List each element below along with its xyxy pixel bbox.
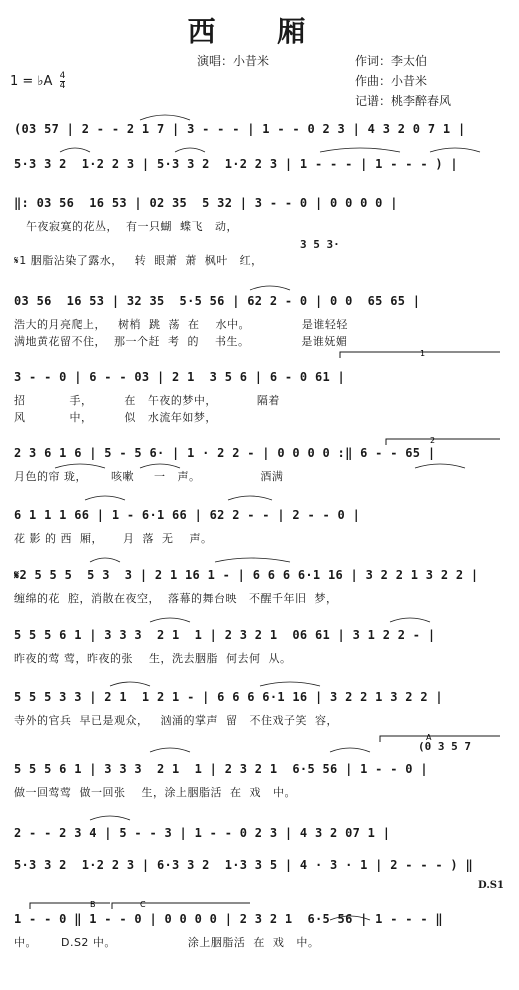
lyric-line: 寺外的官兵 早已是观众， 汹涌的掌声 留 不住戏子笑 容， (14, 714, 338, 727)
sign-c-bracket (112, 903, 250, 909)
ornament-notes: 3 5 3· (300, 238, 340, 251)
lyric-line: 满地黄花留不住， 那一个赶 考 的 书生。 是谁妩媚 (14, 335, 348, 348)
notes-line: 2 - - 2 3 4 | 5 - - 3 | 1 - - 0 2 3 | 4 3 2 07 1 | (14, 826, 391, 840)
time-beat-unit: 4 (59, 81, 66, 91)
sign-a-label: A (426, 733, 432, 742)
lyricist-credit: 作词：李太伯 (355, 54, 428, 68)
lyric-line: 缠绵的花 腔，消散在夜空， 落幕的舞台映 不醒千年旧 梦， (14, 592, 338, 605)
lyric-line: 𝄋1 胭脂沾染了露水， 转 眼萧 萧 枫叶 红， (14, 254, 263, 267)
singer-credit: 演唱：小昔米 (197, 54, 270, 68)
notes-line: 𝄋2 5 5 5 5 3 3 | 2 1 16 1 - | 6 6 6 6·1 16 | 3 2 2 1 3 2 2 | (14, 568, 479, 582)
notes-line: 5 5 5 3 3 | 2 1 1 2 1 - | 6 6 6 6·1 16 | 3 2 2 1 3 2 2 | (14, 690, 443, 704)
lyric-line: 午夜寂寞的花丛， 有一只蝴 蝶飞 动， (14, 220, 238, 233)
notes-line: 3 - - 0 | 6 - - 03 | 2 1 3 5 6 | 6 - 0 61 | (14, 370, 346, 384)
notes-line: 1 - - 0 ‖ 1 - - 0 | 0 0 0 0 | 2 3 2 1 6·5 56 | 1 - - - ‖ (14, 912, 443, 926)
sign-b-bracket (30, 903, 110, 909)
sign-b-label: B (90, 900, 96, 909)
notes-line: 5·3 3 2 1·2 2 3 | 6·3 3 2 1·3 3 5 | 4 · 3 · 1 | 2 - - - ) ‖ (14, 858, 474, 872)
notes-line: 5 5 5 6 1 | 3 3 3 2 1 1 | 2 3 2 1 06 61 | 3 1 2 2 - | (14, 628, 436, 642)
lyric-line: 风 中， 似 水流年如梦， (14, 411, 217, 424)
notes-line: 2 3 6 1 6 | 5 - 5 6· | 1 · 2 2 - | 0 0 0 0 :‖ 6 - - 65 | (14, 446, 436, 460)
sign-c-label: C (140, 900, 146, 909)
lyric-line: 做一回莺莺 做一回张 生，涂上胭脂活 在 戏 中。 (14, 786, 296, 799)
lyric-line: 中。 D.S2 中。 涂上胭脂活 在 戏 中。 (14, 936, 320, 949)
notes-line: (03 57 | 2 - - 2 1 7 | 3 - - - | 1 - - 0 2 3 | 4 3 2 0 7 1 | (14, 122, 466, 136)
time-beats: 4 (59, 71, 66, 81)
song-title: 西 厢 (187, 15, 332, 48)
lyric-line: 招 手， 在 午夜的梦中， 隔着 (14, 394, 280, 407)
notes-line: 5 5 5 6 1 | 3 3 3 2 1 1 | 2 3 2 1 6·5 56 | 1 - - 0 | (14, 762, 428, 776)
intro-repeat-notes: (0 3 5 7 (418, 740, 471, 753)
lyric-line: 昨夜的莺 莺，昨夜的张 生，洗去胭脂 何去何 从。 (14, 652, 292, 665)
key-tonic: 1 = ♭A (10, 74, 53, 89)
ending-1-label: 1 (420, 349, 426, 358)
transcriber-credit: 记谱：桃李醉春风 (355, 94, 452, 108)
notes-line: 5·3 3 2 1·2 2 3 | 5·3 3 2 1·2 2 3 | 1 - - - | 1 - - - ) | (14, 157, 458, 171)
notes-line: ‖: 03 56 16 53 | 02 35 5 32 | 3 - - 0 | 0 0 0 0 | (14, 196, 398, 210)
notes-line: 03 56 16 53 | 32 35 5·5 56 | 62 2 - 0 | 0 0 65 65 | (14, 294, 421, 308)
ds1-mark: D.S1 (478, 880, 504, 891)
notes-line: 6 1 1 1 66 | 1 - 6·1 66 | 62 2 - - | 2 - - 0 | (14, 508, 361, 522)
lyric-line: 月色的帘 珑， 咳嗽 一 声。 酒满 (14, 470, 284, 483)
ending-2-label: 2 (430, 436, 436, 445)
composer-credit: 作曲：小昔米 (355, 74, 428, 88)
lyric-line: 花 影 的 西 厢， 月 落 无 声。 (14, 532, 213, 545)
ending-2-bracket (386, 439, 500, 445)
lyric-line: 浩大的月亮爬上， 树梢 跳 荡 在 水中。 是谁轻轻 (14, 318, 348, 331)
